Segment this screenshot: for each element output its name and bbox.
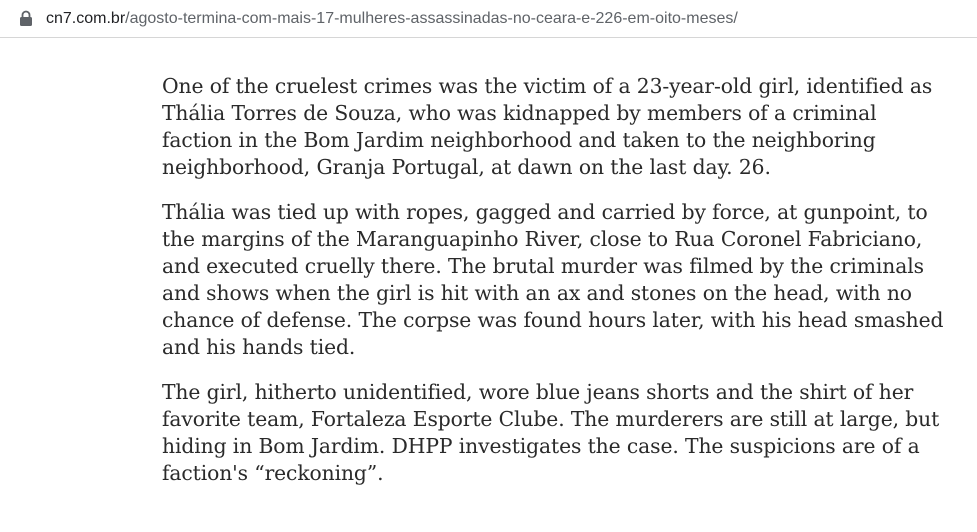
url-path: /agosto-termina-com-mais-17-mulheres-assassinadas-no-ceara-e-226-em-oito-meses/: [125, 10, 738, 27]
article-paragraph: The girl, hitherto unidentified, wore blue jeans shorts and the shirt of her favorite team, Fortaleza Esporte Clube. The murderers are still at large, but hiding in Bom Jardim. DHPP investigates the case. The suspicions are of a faction's “reckoning”.: [162, 380, 940, 485]
article-paragraph: One of the cruelest crimes was the victim of a 23-year-old girl, identified as Thália Torres de Souza, who was kidnapped by members of a criminal faction in the Bom Jardim neighborhood and taken to the neighboring neighborhood, Granja Portugal, at dawn on the last day. 26.: [162, 74, 933, 179]
article-body: [162, 73, 952, 505]
address-bar[interactable]: [0, 0, 977, 38]
lock-icon[interactable]: [19, 10, 33, 27]
url-host: cn7.com.br: [46, 10, 126, 27]
article-paragraph: Thália was tied up with ropes, gagged and carried by force, at gunpoint, to the margins of the Maranguapinho River, close to Rua Coronel Fabriciano, and executed cruelly there. The brutal murder was filmed by the criminals and shows when the girl is hit with an ax and stones on the head, with no chance of defense. The corpse was found hours later, with his head smashed and his hands tied.: [162, 200, 944, 359]
url-text[interactable]: [46, 9, 738, 29]
